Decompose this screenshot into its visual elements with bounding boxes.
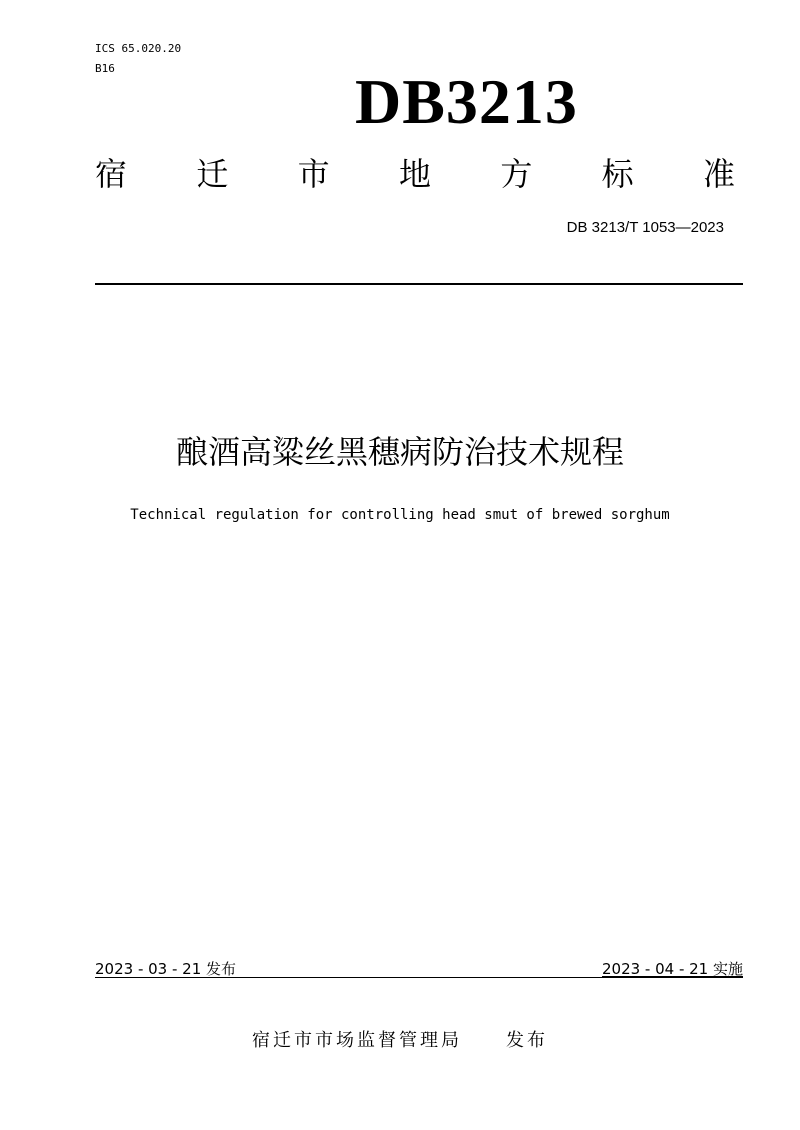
standard-type-heading (95, 152, 735, 196)
document-title-chinese: 酿酒高粱丝黑穗病防治技术规程 (175, 433, 624, 471)
standard-type-char: 方 (500, 155, 533, 193)
header-divider (95, 283, 743, 285)
issue-date: 2023 - 03 - 21 发布 (95, 960, 237, 978)
document-title-english: Technical regulation for controlling head smut of brewed sorghum (130, 507, 670, 523)
standard-type-char: 宿 (95, 155, 128, 193)
standard-type-char: 标 (601, 155, 634, 193)
ics-code: ICS 65.020.20 (95, 42, 182, 55)
publisher-name: 宿迁市市场监督管理局 (252, 1030, 462, 1051)
standard-code-large: DB3213 (355, 66, 578, 137)
standard-type-char: 迁 (196, 155, 229, 193)
standard-type-char: 地 (398, 155, 431, 193)
classification-code: B16 (95, 62, 115, 75)
publish-action: 发布 (506, 1030, 548, 1051)
date-divider (95, 977, 743, 978)
standard-type-char: 准 (702, 155, 735, 193)
standard-type-char: 市 (297, 155, 330, 193)
implementation-date: 2023 - 04 - 21 实施 (601, 960, 743, 978)
publisher-line (0, 1028, 800, 1054)
standard-number: DB 3213/T 1053—2023 (566, 219, 724, 236)
